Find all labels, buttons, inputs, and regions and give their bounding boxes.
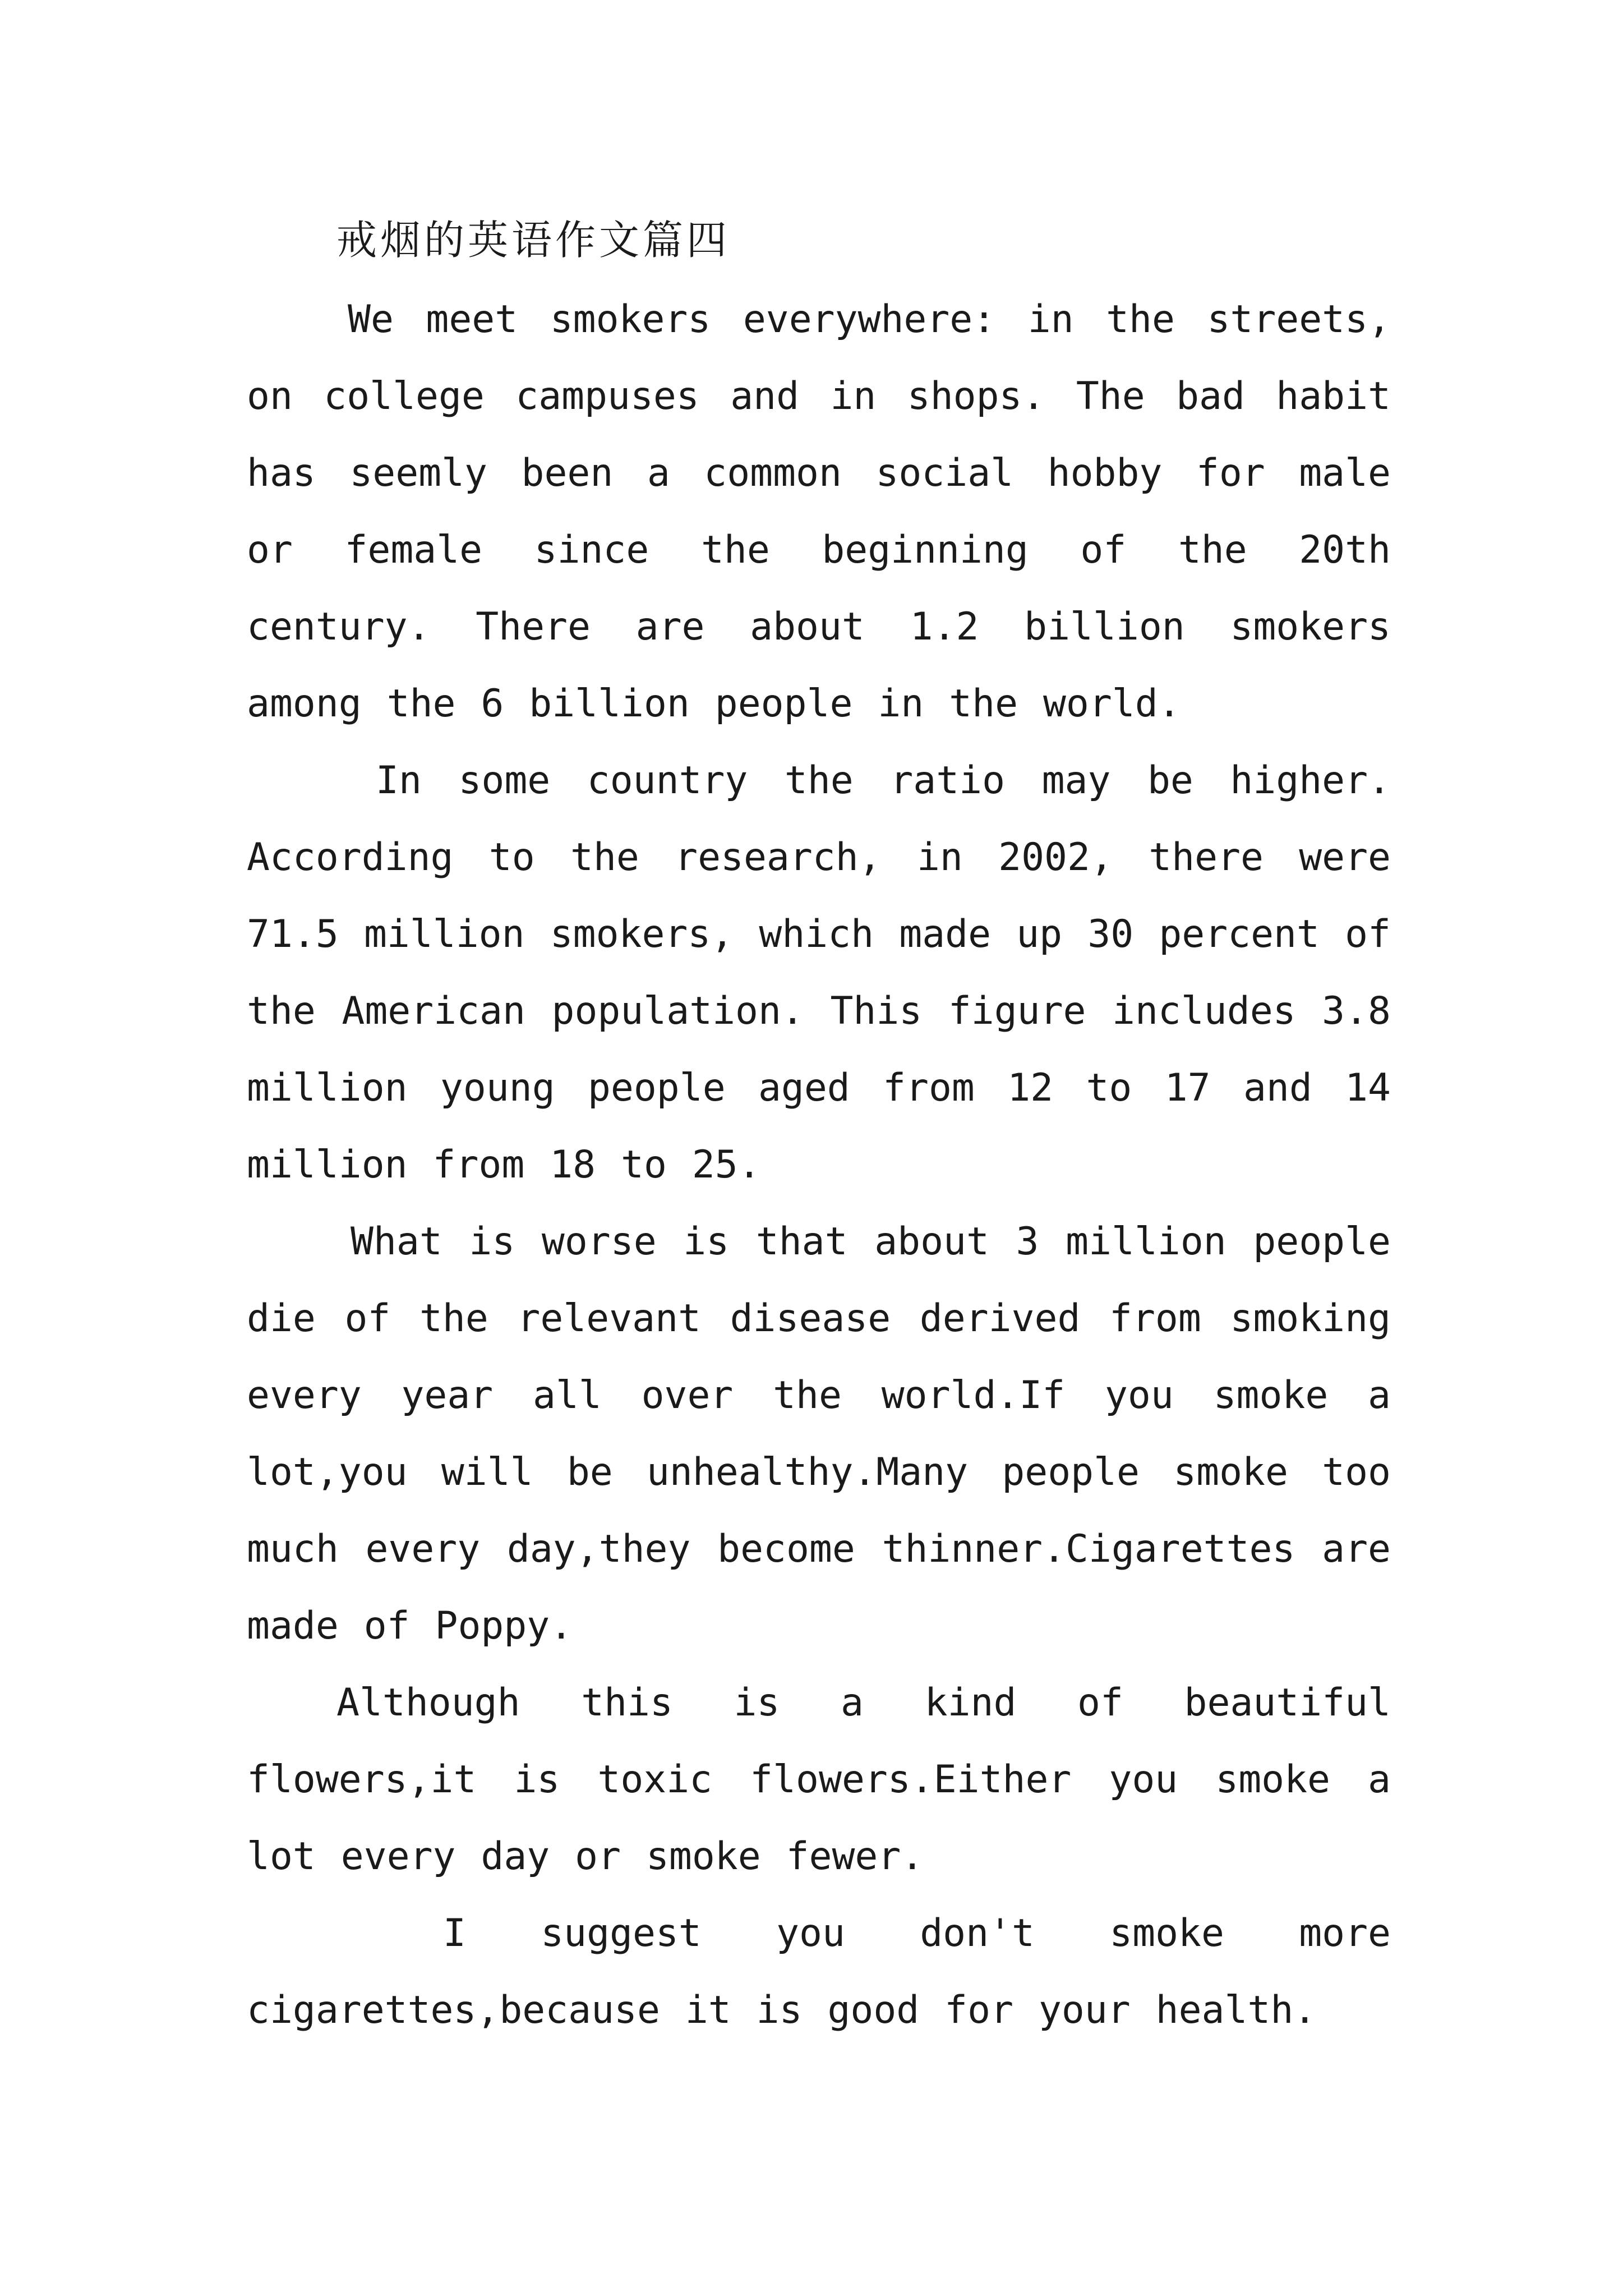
paragraph-4: Although this is a kind of beautiful flowers,it is toxic flowers.Either you smoke a lot every day or smoke fewer. <box>247 1681 1391 1879</box>
document-page <box>247 202 1391 2049</box>
paragraph-2: In some country the ratio may be higher. According to the research, in 2002, there were 71.5 million smokers, which made up 30 percent of the American population. This figure includes 3.8 million young people aged from 12 to 17 and 14 million from 18 to 25. <box>247 758 1391 1187</box>
document-title: 戒烟的英语作文篇四 <box>336 217 731 264</box>
paragraph-5: I suggest you don't smoke more cigarettes,because it is good for your health. <box>247 1911 1391 2032</box>
paragraph-3: What is worse is that about 3 million people die of the relevant disease derived from smoking every year all over the world.If you smoke a lot,you will be unhealthy.Many people smoke too much every day,they become thinner.Cigarettes are made of Poppy. <box>247 1220 1391 1648</box>
paragraph-1: We meet smokers everywhere: in the streets, on college campuses and in shops. The bad habit has seemly been a common social hobby for male or female since the beginning of the 20th century. There are about 1.2 billion smokers among the 6 billion people in the world. <box>247 297 1391 726</box>
